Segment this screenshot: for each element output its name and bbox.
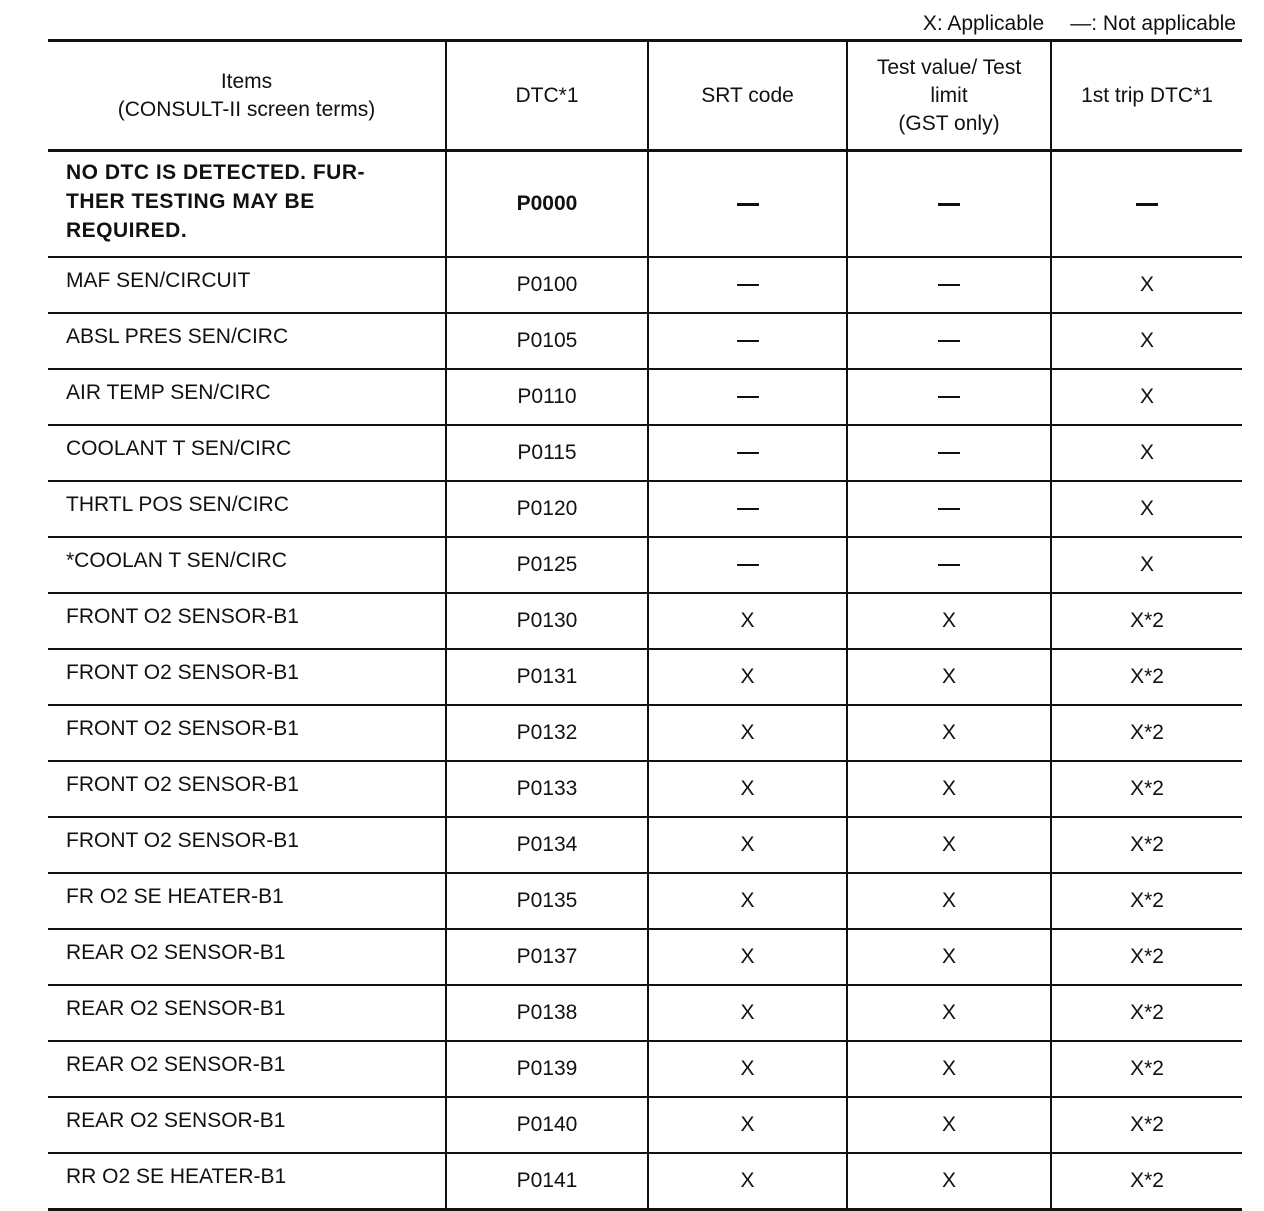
cell-test-value: [847, 369, 1051, 425]
header-test-line: Test value/ Test: [876, 55, 1022, 79]
item-text: REAR O2 SENSOR-B1: [66, 1109, 286, 1132]
cell-test-value: X: [847, 1153, 1051, 1210]
table-row: [48, 313, 1242, 369]
cell-item: [48, 481, 446, 537]
item-text: REAR O2 SENSOR-B1: [66, 997, 286, 1020]
not-applicable-dash: [737, 508, 759, 510]
table-row: [48, 257, 1242, 313]
item-text: REQUIRED.: [66, 218, 188, 242]
cell-test-value: [847, 425, 1051, 481]
cell-item: [48, 929, 446, 985]
not-applicable-dash: [737, 564, 759, 566]
cell-srt: X: [648, 929, 847, 985]
not-applicable-dash: [938, 203, 960, 206]
header-items-line: (CONSULT-II screen terms): [117, 97, 376, 121]
cell-dtc: P0138: [446, 985, 648, 1041]
cell-test-value: X: [847, 593, 1051, 649]
table-row: [48, 817, 1242, 873]
cell-item: [48, 537, 446, 593]
cell-first-trip: X*2: [1051, 761, 1242, 817]
cell-srt: [648, 151, 847, 258]
cell-test-value: X: [847, 1041, 1051, 1097]
table-row: [48, 593, 1242, 649]
legend: [923, 12, 1236, 36]
not-applicable-dash: [938, 340, 960, 342]
table-row: [48, 425, 1242, 481]
item-text: MAF SEN/CIRCUIT: [66, 269, 251, 292]
not-applicable-dash: [737, 340, 759, 342]
table-row: [48, 705, 1242, 761]
cell-first-trip: X*2: [1051, 1097, 1242, 1153]
header-first-trip: 1st trip DTC*1: [1051, 41, 1242, 151]
header-items: [48, 41, 446, 151]
cell-item: [48, 873, 446, 929]
cell-test-value: X: [847, 929, 1051, 985]
item-text: FRONT O2 SENSOR-B1: [66, 829, 299, 852]
item-text: FRONT O2 SENSOR-B1: [66, 661, 299, 684]
cell-srt: [648, 537, 847, 593]
header-test-value: [847, 41, 1051, 151]
cell-dtc: P0141: [446, 1153, 648, 1210]
cell-dtc: P0131: [446, 649, 648, 705]
cell-first-trip: X: [1051, 313, 1242, 369]
table-row: [48, 537, 1242, 593]
item-text: ABSL PRES SEN/CIRC: [66, 325, 289, 348]
item-text: FRONT O2 SENSOR-B1: [66, 605, 299, 628]
cell-item: [48, 1097, 446, 1153]
cell-first-trip: X: [1051, 257, 1242, 313]
item-text: FR O2 SE HEATER-B1: [66, 885, 284, 908]
cell-item: [48, 985, 446, 1041]
not-applicable-dash: [737, 396, 759, 398]
cell-srt: X: [648, 985, 847, 1041]
item-text: THRTL POS SEN/CIRC: [66, 493, 289, 516]
cell-srt: X: [648, 817, 847, 873]
cell-first-trip: X*2: [1051, 705, 1242, 761]
cell-first-trip: X*2: [1051, 929, 1242, 985]
cell-item: [48, 1153, 446, 1210]
cell-first-trip: X: [1051, 481, 1242, 537]
header-test-line: limit: [930, 83, 968, 107]
not-applicable-dash: [1136, 203, 1158, 206]
table-row: [48, 1041, 1242, 1097]
cell-test-value: X: [847, 761, 1051, 817]
cell-test-value: X: [847, 817, 1051, 873]
cell-item: [48, 817, 446, 873]
cell-dtc: P0133: [446, 761, 648, 817]
not-applicable-dash: [938, 564, 960, 566]
header-dtc: DTC*1: [446, 41, 648, 151]
item-text: FRONT O2 SENSOR-B1: [66, 717, 299, 740]
not-applicable-dash: [737, 284, 759, 286]
cell-srt: [648, 257, 847, 313]
cell-first-trip: X*2: [1051, 985, 1242, 1041]
cell-item: [48, 425, 446, 481]
cell-dtc: P0137: [446, 929, 648, 985]
cell-test-value: X: [847, 1097, 1051, 1153]
cell-srt: X: [648, 1097, 847, 1153]
cell-dtc: P0115: [446, 425, 648, 481]
cell-item: [48, 313, 446, 369]
cell-test-value: [847, 481, 1051, 537]
cell-test-value: X: [847, 985, 1051, 1041]
cell-first-trip: X*2: [1051, 649, 1242, 705]
cell-dtc: P0110: [446, 369, 648, 425]
legend-applicable: X: Applicable: [922, 12, 1045, 35]
not-applicable-dash: [938, 452, 960, 454]
table-row: [48, 649, 1242, 705]
cell-dtc: P0132: [446, 705, 648, 761]
cell-dtc: P0130: [446, 593, 648, 649]
cell-item: [48, 649, 446, 705]
item-text: *COOLAN T SEN/CIRC: [66, 549, 287, 572]
cell-dtc: P0139: [446, 1041, 648, 1097]
not-applicable-dash: [938, 284, 960, 286]
cell-test-value: [847, 313, 1051, 369]
legend-not-applicable: —: Not applicable: [1070, 12, 1236, 35]
cell-srt: X: [648, 761, 847, 817]
cell-first-trip: X*2: [1051, 593, 1242, 649]
header-test-line: (GST only): [898, 111, 1000, 135]
cell-dtc: P0100: [446, 257, 648, 313]
cell-dtc: P0120: [446, 481, 648, 537]
cell-item: [48, 257, 446, 313]
cell-test-value: [847, 537, 1051, 593]
cell-srt: X: [648, 649, 847, 705]
cell-dtc: P0140: [446, 1097, 648, 1153]
table-row: [48, 929, 1242, 985]
cell-dtc: P0135: [446, 873, 648, 929]
cell-item: [48, 151, 446, 258]
cell-first-trip: [1051, 151, 1242, 258]
cell-dtc: P0125: [446, 537, 648, 593]
cell-dtc: P0105: [446, 313, 648, 369]
cell-first-trip: X*2: [1051, 873, 1242, 929]
cell-item: [48, 369, 446, 425]
cell-item: [48, 761, 446, 817]
table-row: [48, 1097, 1242, 1153]
cell-dtc: P0000: [446, 151, 648, 258]
not-applicable-dash: [737, 203, 759, 206]
header-srt: SRT code: [648, 41, 847, 151]
dtc-table-body: [48, 151, 1242, 1210]
cell-srt: X: [648, 593, 847, 649]
cell-first-trip: X*2: [1051, 1041, 1242, 1097]
table-row: [48, 985, 1242, 1041]
item-text: RR O2 SE HEATER-B1: [66, 1165, 287, 1188]
item-text: REAR O2 SENSOR-B1: [66, 1053, 286, 1076]
cell-srt: X: [648, 1153, 847, 1210]
not-applicable-dash: [938, 396, 960, 398]
cell-first-trip: X*2: [1051, 817, 1242, 873]
cell-first-trip: X*2: [1051, 1153, 1242, 1210]
cell-first-trip: X: [1051, 537, 1242, 593]
header-row: [48, 41, 1242, 151]
item-text: FRONT O2 SENSOR-B1: [66, 773, 299, 796]
item-text: THER TESTING MAY BE: [66, 189, 315, 213]
cell-item: [48, 1041, 446, 1097]
cell-test-value: X: [847, 705, 1051, 761]
cell-dtc: P0134: [446, 817, 648, 873]
table-row: [48, 481, 1242, 537]
item-text: REAR O2 SENSOR-B1: [66, 941, 286, 964]
cell-item: [48, 593, 446, 649]
not-applicable-dash: [737, 452, 759, 454]
cell-test-value: X: [847, 873, 1051, 929]
cell-srt: X: [648, 1041, 847, 1097]
item-text: AIR TEMP SEN/CIRC: [66, 381, 271, 404]
cell-srt: [648, 369, 847, 425]
table-row: [48, 151, 1242, 258]
cell-srt: [648, 481, 847, 537]
cell-test-value: [847, 151, 1051, 258]
dtc-table: [48, 39, 1242, 1211]
cell-test-value: [847, 257, 1051, 313]
item-text: NO DTC IS DETECTED. FUR-: [66, 160, 365, 184]
table-row: [48, 761, 1242, 817]
item-text: COOLANT T SEN/CIRC: [66, 437, 292, 460]
header-items-line: Items: [220, 69, 273, 93]
table-row: [48, 873, 1242, 929]
table-row: [48, 1153, 1242, 1210]
not-applicable-dash: [938, 508, 960, 510]
cell-srt: [648, 313, 847, 369]
table-row: [48, 369, 1242, 425]
cell-test-value: X: [847, 649, 1051, 705]
cell-srt: [648, 425, 847, 481]
cell-first-trip: X: [1051, 425, 1242, 481]
cell-first-trip: X: [1051, 369, 1242, 425]
cell-srt: X: [648, 705, 847, 761]
cell-srt: X: [648, 873, 847, 929]
cell-item: [48, 705, 446, 761]
